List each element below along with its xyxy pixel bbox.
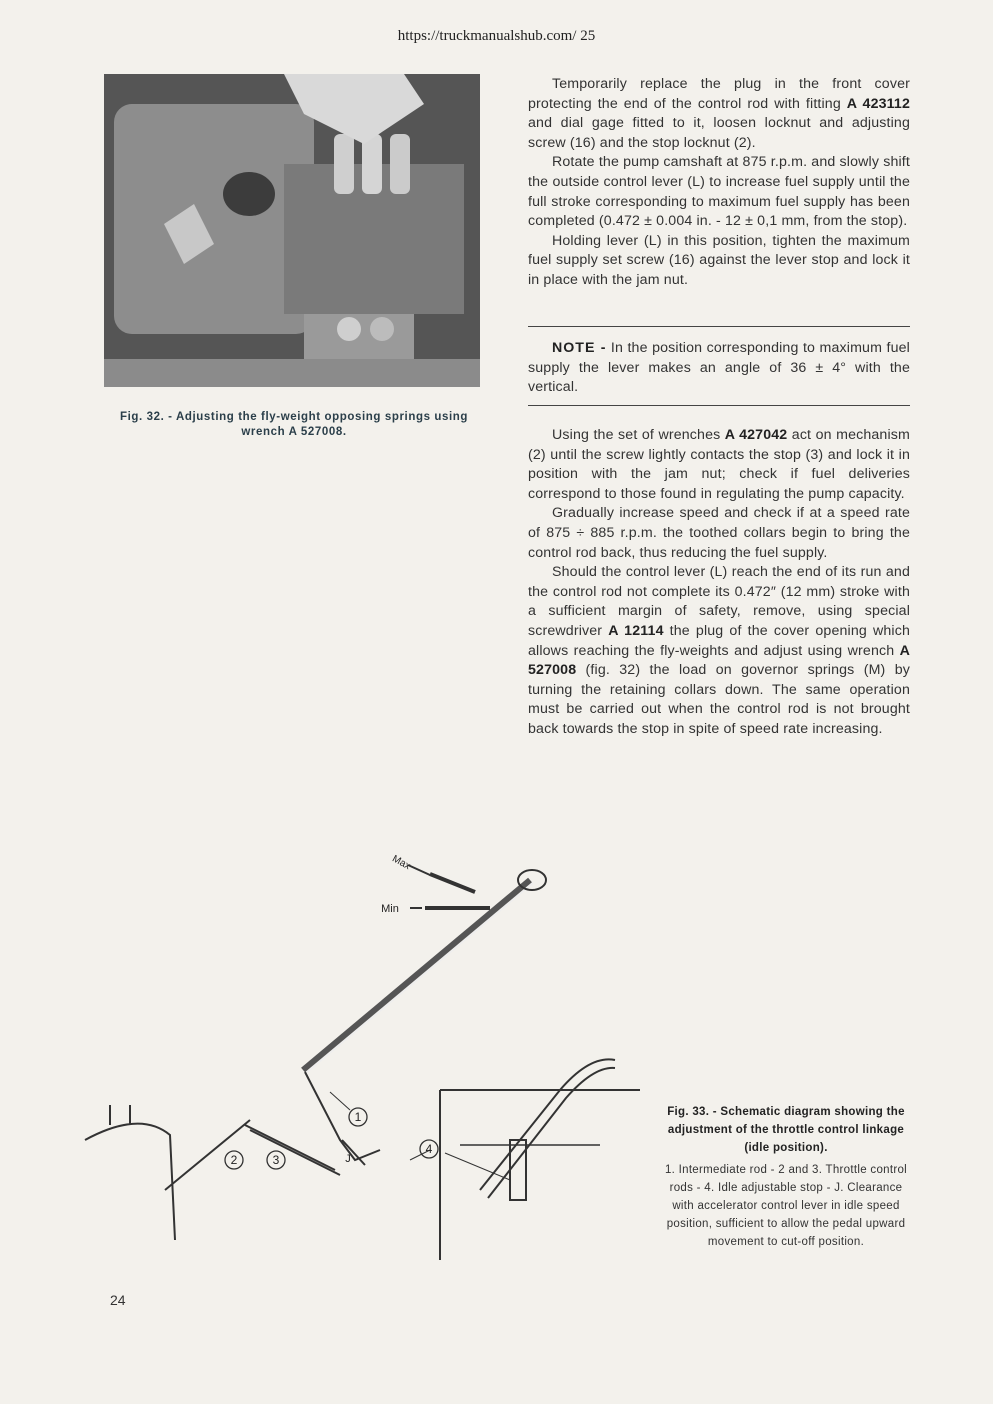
procedure-text-top bbox=[528, 75, 910, 291]
note-text: In the position corresponding to maximum fuel supply the lever makes an angle of 36 ± 4° with the vertical. bbox=[528, 340, 910, 396]
callout-3: 3 bbox=[272, 1153, 280, 1167]
note-rule-top bbox=[528, 326, 910, 327]
fig33-title: Fig. 33. - Schematic diagram showing the adjustment of the throttle control linkage (idle position). bbox=[667, 1106, 905, 1154]
label-min: Min bbox=[381, 903, 399, 915]
paragraph-speed: Gradually increase speed and check if at a speed rate of 875 ÷ 885 r.p.m. the toothed collars begin to bring the control rod back, thus reducing the fuel supply. bbox=[528, 505, 910, 561]
paragraph-rotate: Rotate the pump camshaft at 875 r.p.m. and slowly shift the outside control lever (L) to increase fuel supply until the full stroke corresponding to maximum fuel supply has been completed (0.472 ± 0.004 in. - 12 ± 0,1 mm, from the stop). bbox=[528, 154, 910, 230]
callout-1: 1 bbox=[354, 1110, 362, 1124]
label-max: Max bbox=[390, 853, 413, 873]
procedure-text-bottom bbox=[528, 426, 910, 740]
page-number: 24 bbox=[110, 1292, 126, 1308]
fig32-caption: Fig. 32. - Adjusting the fly-weight opposing springs using wrench A 527008. bbox=[119, 411, 469, 438]
fig32-photo bbox=[104, 74, 480, 387]
note-label: NOTE - bbox=[552, 340, 607, 356]
note-rule-bottom bbox=[528, 405, 910, 406]
fig33-caption bbox=[658, 1103, 914, 1251]
callout-4: 4 bbox=[425, 1142, 433, 1156]
paragraph-holding: Holding lever (L) in this position, tighten the maximum fuel supply set screw (16) against the lever stop and lock it in place with the jam nut. bbox=[528, 232, 910, 288]
note-box bbox=[528, 339, 910, 398]
callout-j: J bbox=[345, 1153, 351, 1165]
paragraph-wrenches: Using the set of wrenches A 427042 act on mechanism (2) until the screw lightly contacts the stop (3) and lock it in position with the jam nut; check if fuel deliveries correspond to those found in regulating the pump capacity. bbox=[528, 427, 910, 502]
source-url: https://truckmanualshub.com/ 25 bbox=[397, 28, 596, 44]
paragraph-control-lever: Should the control lever (L) reach the end of its run and the control rod not complete its 0.472″ (12 mm) stroke with a sufficient margin of safety, remove, using special screwdriver A 12114 the plug of the cover opening which allows reaching the fly-weights and adjust using wrench A 527008 (fig. 32) the load on governor springs (M) by turning the retaining collars down. The same operation must be carried out when the control rod is not brought back towards the stop in spite of speed rate increasing. bbox=[528, 564, 910, 737]
fig33-legend: 1. Intermediate rod - 2 and 3. Throttle control rods - 4. Idle adjustable stop - J. Clearance with accelerator control lever in idle speed position, sufficient to allow the pedal upward movement to cut-off position. bbox=[664, 1164, 908, 1248]
fig33-diagram bbox=[80, 840, 640, 1167]
paragraph-fitting: Temporarily replace the plug in the front cover protecting the end of the control rod with fitting A 423112 and dial gage fitted to it, loosen locknut and adjusting screw (16) and the stop locknut (2). bbox=[528, 76, 910, 151]
callout-2: 2 bbox=[230, 1153, 238, 1167]
